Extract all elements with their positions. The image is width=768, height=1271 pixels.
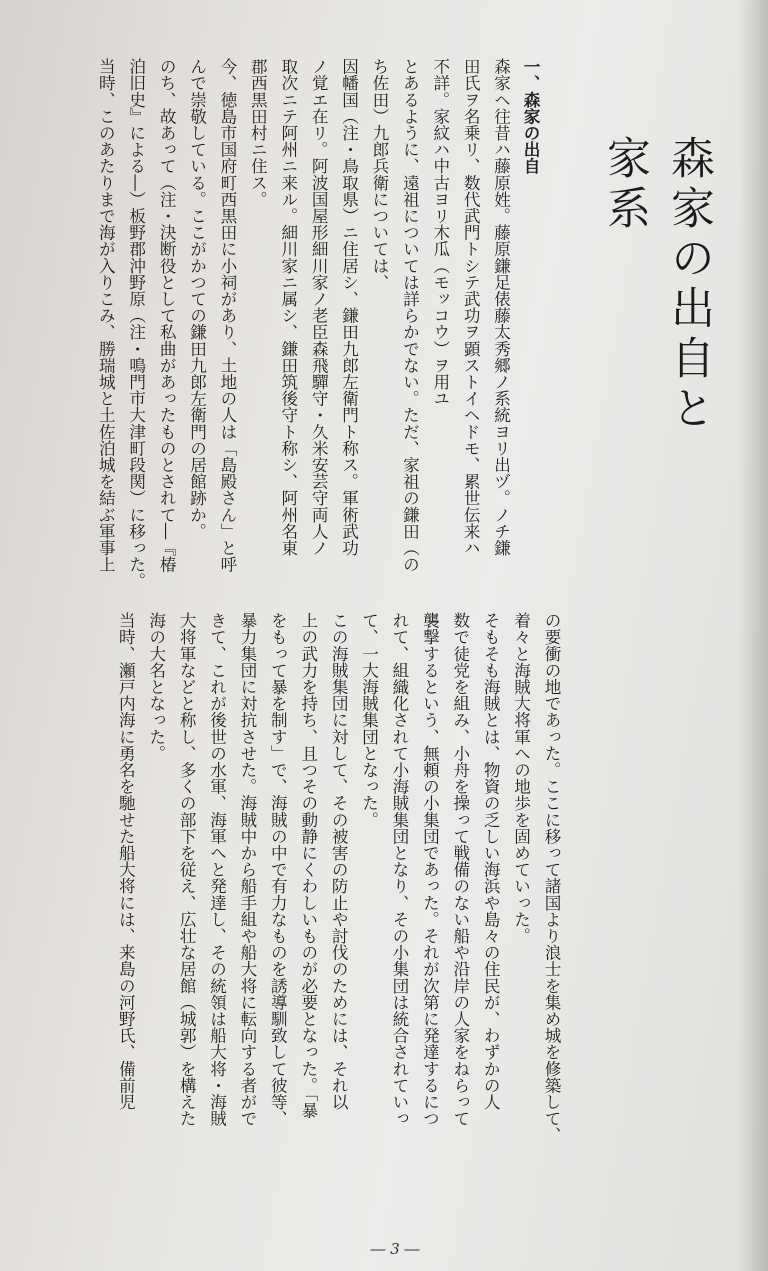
lower-text-block	[98, 612, 566, 1210]
text-line: きて、これが後世の水軍、海軍へと発達し、その統領は船大将・海賊	[207, 612, 227, 1127]
text-line: んで崇敬している。ここがかつての鎌田九郎左衛門の居館跡か。	[187, 58, 207, 540]
section-heading: 一、森家の出自	[521, 58, 541, 175]
text-line: とあるように、遠祖については詳らかでない。ただ、家祖の鎌田（の	[400, 58, 420, 573]
text-line: そもそも海賊とは、物資の乏しい海浜や島々の住民が、わずかの人	[481, 612, 501, 1110]
text-line: 襲撃するという、無頼の小集団であった。それが次第に発達するにつ	[420, 612, 440, 1127]
text-line: 取次ニテ阿州ニ来ル。細川家ニ属シ、鎌田筑後守ト称シ、阿州名東	[278, 58, 298, 556]
text-line: 田氏ヲ名乗リ、数代武門トシテ武功ヲ顕ストイヘドモ、累世伝来ハ	[461, 58, 481, 556]
text-line: 数で徒党を組み、小舟を操って戦備のない船や沿岸の人家をねらって	[450, 612, 470, 1127]
text-line: 暴力集団に対抗させた。海賊中から船手組や船大将に転向する者がで	[237, 612, 257, 1127]
page-number: ― 3 ―	[370, 1240, 420, 1258]
text-line: 不詳。家紋ハ中古ヨリ木瓜（モッコウ）ヲ用ユ	[430, 58, 450, 407]
text-line: 今、徳島市国府町西黒田に小祠があり、土地の人は「島殿さん」と呼	[217, 58, 237, 573]
text-line: て、一大海賊集団となった。	[359, 612, 379, 828]
text-line: ノ覚エ在リ。阿波国屋形細川家ノ老臣森飛驒守・久米安芸守両人ノ	[309, 58, 329, 556]
text-line: 因幡国（注・鳥取県）ニ住居シ、鎌田九郎左衛門ト称ス。軍術武功	[339, 58, 359, 556]
text-line: のち、故あって（注・決断役として私曲があったものとされて―『椿	[157, 58, 177, 573]
upper-text-block	[86, 58, 546, 598]
text-line: ち佐田）九郎兵衛については、	[369, 58, 389, 291]
text-line: 当時、このあたりまで海が入りこみ、勝瑞城と土佐泊城を結ぶ軍事上	[96, 58, 116, 573]
text-line: 大将軍などと称し、多くの部下を従え、広壮な居館（城郭）を構えた	[177, 612, 197, 1127]
text-line: 海の大名となった。	[146, 612, 166, 762]
chapter-title: 森家の出自と家系	[599, 135, 714, 435]
text-line: 上の武力を持ち、且つその動静にくわしいものが必要となった。「暴	[298, 612, 318, 1119]
page-edge-shadow	[738, 0, 768, 1271]
text-line: 森家ヘ往昔ハ藤原姓。藤原鎌足俵藤太秀郷ノ系統ヨリ出ヅ。ノチ鎌	[491, 58, 511, 556]
text-line: 着々と海賊大将軍への地歩を固めていった。	[511, 612, 531, 944]
text-line: この海賊集団に対して、その被害の防止や討伐のためには、それ以	[329, 612, 349, 1110]
text-line: の要衝の地であった。ここに移って諸国より浪士を集め城を修築して、	[542, 612, 561, 1144]
text-line: 郡西黒田村ニ住ス。	[248, 58, 268, 208]
text-line: れて、組織化されて小海賊集団となり、その小集団は統合されていっ	[389, 612, 409, 1127]
text-line: 泊旧史』による―）板野郡沖野原（注・鳴門市大津町段関）に移った。	[126, 58, 146, 590]
text-line: をもって暴を制す」で、海賊の中で有力なものを誘導馴致して彼等、	[268, 612, 288, 1127]
text-line: 当時、瀬戸内海に勇名を馳せた船大将には、来島の河野氏、備前児	[116, 612, 136, 1110]
